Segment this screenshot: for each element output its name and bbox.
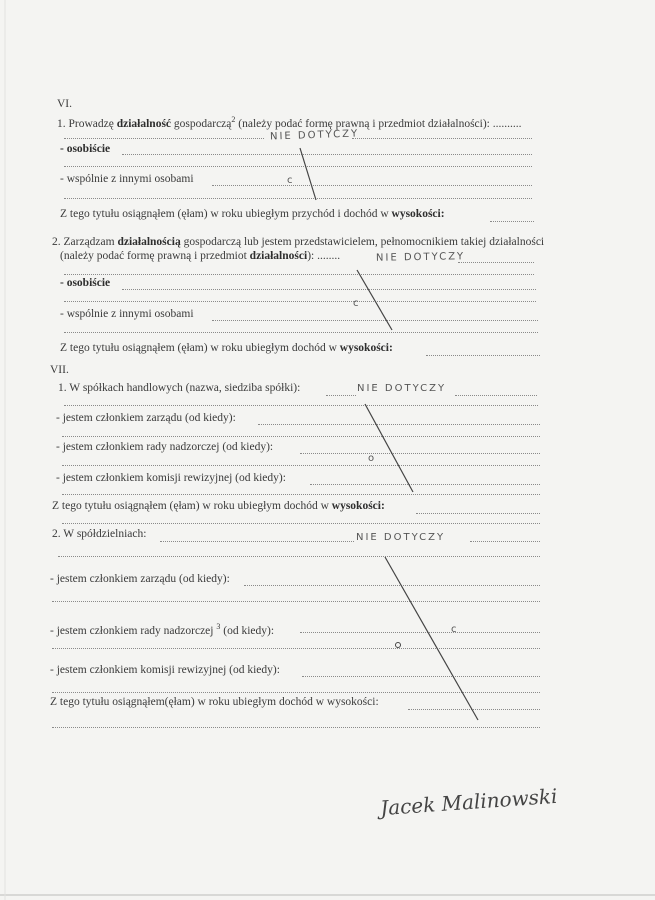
crossout-stroke-vi-2 — [357, 270, 392, 330]
vi-item1-osobiscie: - osobiście — [60, 143, 111, 155]
vi-item2-wspolnie: - wspólnie z innymi osobami — [60, 308, 194, 320]
vi-item1-text: 1. Prowadzę działalność gospodarczą$^2$ (należy podać formę prawną i przedmiot działalności): .......... — [57, 115, 522, 130]
vii-item1-text: 1. W spółkach handlowych (nazwa, siedziba spółki): — [58, 382, 301, 394]
handwritten-mark: c — [353, 298, 361, 309]
vi-item1-wspolnie: - wspólnie z innymi osobami — [60, 173, 194, 185]
vii-item1-income: Z tego tytułu osiągnąłem (ęłam) w roku ubiegłym dochód w wysokości: — [52, 500, 385, 512]
section-vii-heading: VII. — [50, 364, 69, 376]
vii-item1-zarzad: - jestem członkiem zarządu (od kiedy): — [56, 412, 236, 424]
vii-item2-text: 2. W spółdzielniach: — [52, 528, 147, 540]
handwritten-nie-dotyczy: NIE DOTYCZY — [269, 128, 360, 143]
vii-item2-income: Z tego tytułu osiągnąłem(ęłam) w roku ubiegłym dochód w wysokości: — [50, 696, 379, 708]
handwritten-mark: o — [368, 453, 377, 464]
signature: Jacek Malinowski — [379, 783, 559, 821]
crossout-stroke-vii-2 — [385, 557, 478, 720]
handwritten-mark: c — [451, 624, 459, 635]
vi-item2-osobiscie: - osobiście — [60, 277, 111, 289]
handwritten-dot — [396, 643, 401, 648]
section-vi-heading: VI. — [57, 98, 73, 110]
vi-item1-income: Z tego tytułu osiągnąłem (ęłam) w roku ubiegłym przychód i dochód w wysokości: — [60, 208, 445, 220]
vii-item2-zarzad: - jestem członkiem zarządu (od kiedy): — [50, 573, 230, 585]
vii-item1-rada: - jestem członkiem rady nadzorczej (od kiedy): — [56, 441, 274, 453]
vi-item2-income: Z tego tytułu osiągnąłem (ęłam) w roku ubiegłym dochód w wysokości: — [60, 342, 393, 354]
handwritten-nie-dotyczy: NIE DOTYCZY — [375, 251, 466, 264]
handwritten-nie-dotyczy: NIE DOTYCZY — [357, 383, 447, 394]
handwritten-mark: c — [287, 175, 295, 186]
crossout-stroke-vi-1 — [300, 148, 316, 200]
crossout-stroke-vii-1 — [365, 404, 413, 492]
vii-item1-komisja: - jestem członkiem komisji rewizyjnej (od kiedy): — [56, 472, 286, 484]
handwritten-nie-dotyczy: NIE DOTYCZY — [356, 532, 446, 543]
vii-item2-komisja: - jestem członkiem komisji rewizyjnej (od kiedy): — [50, 664, 280, 676]
vii-item2-rada: - jestem członkiem rady nadzorczej $^3$ (od kiedy): — [50, 622, 275, 637]
vi-item2-line2: (należy podać formę prawną i przedmiot działalności): ........ — [60, 250, 341, 262]
vi-item2-text: 2. Zarządzam działalnością gospodarczą lub jestem przedstawicielem, pełnomocnikiem takiej działalności — [52, 236, 545, 248]
